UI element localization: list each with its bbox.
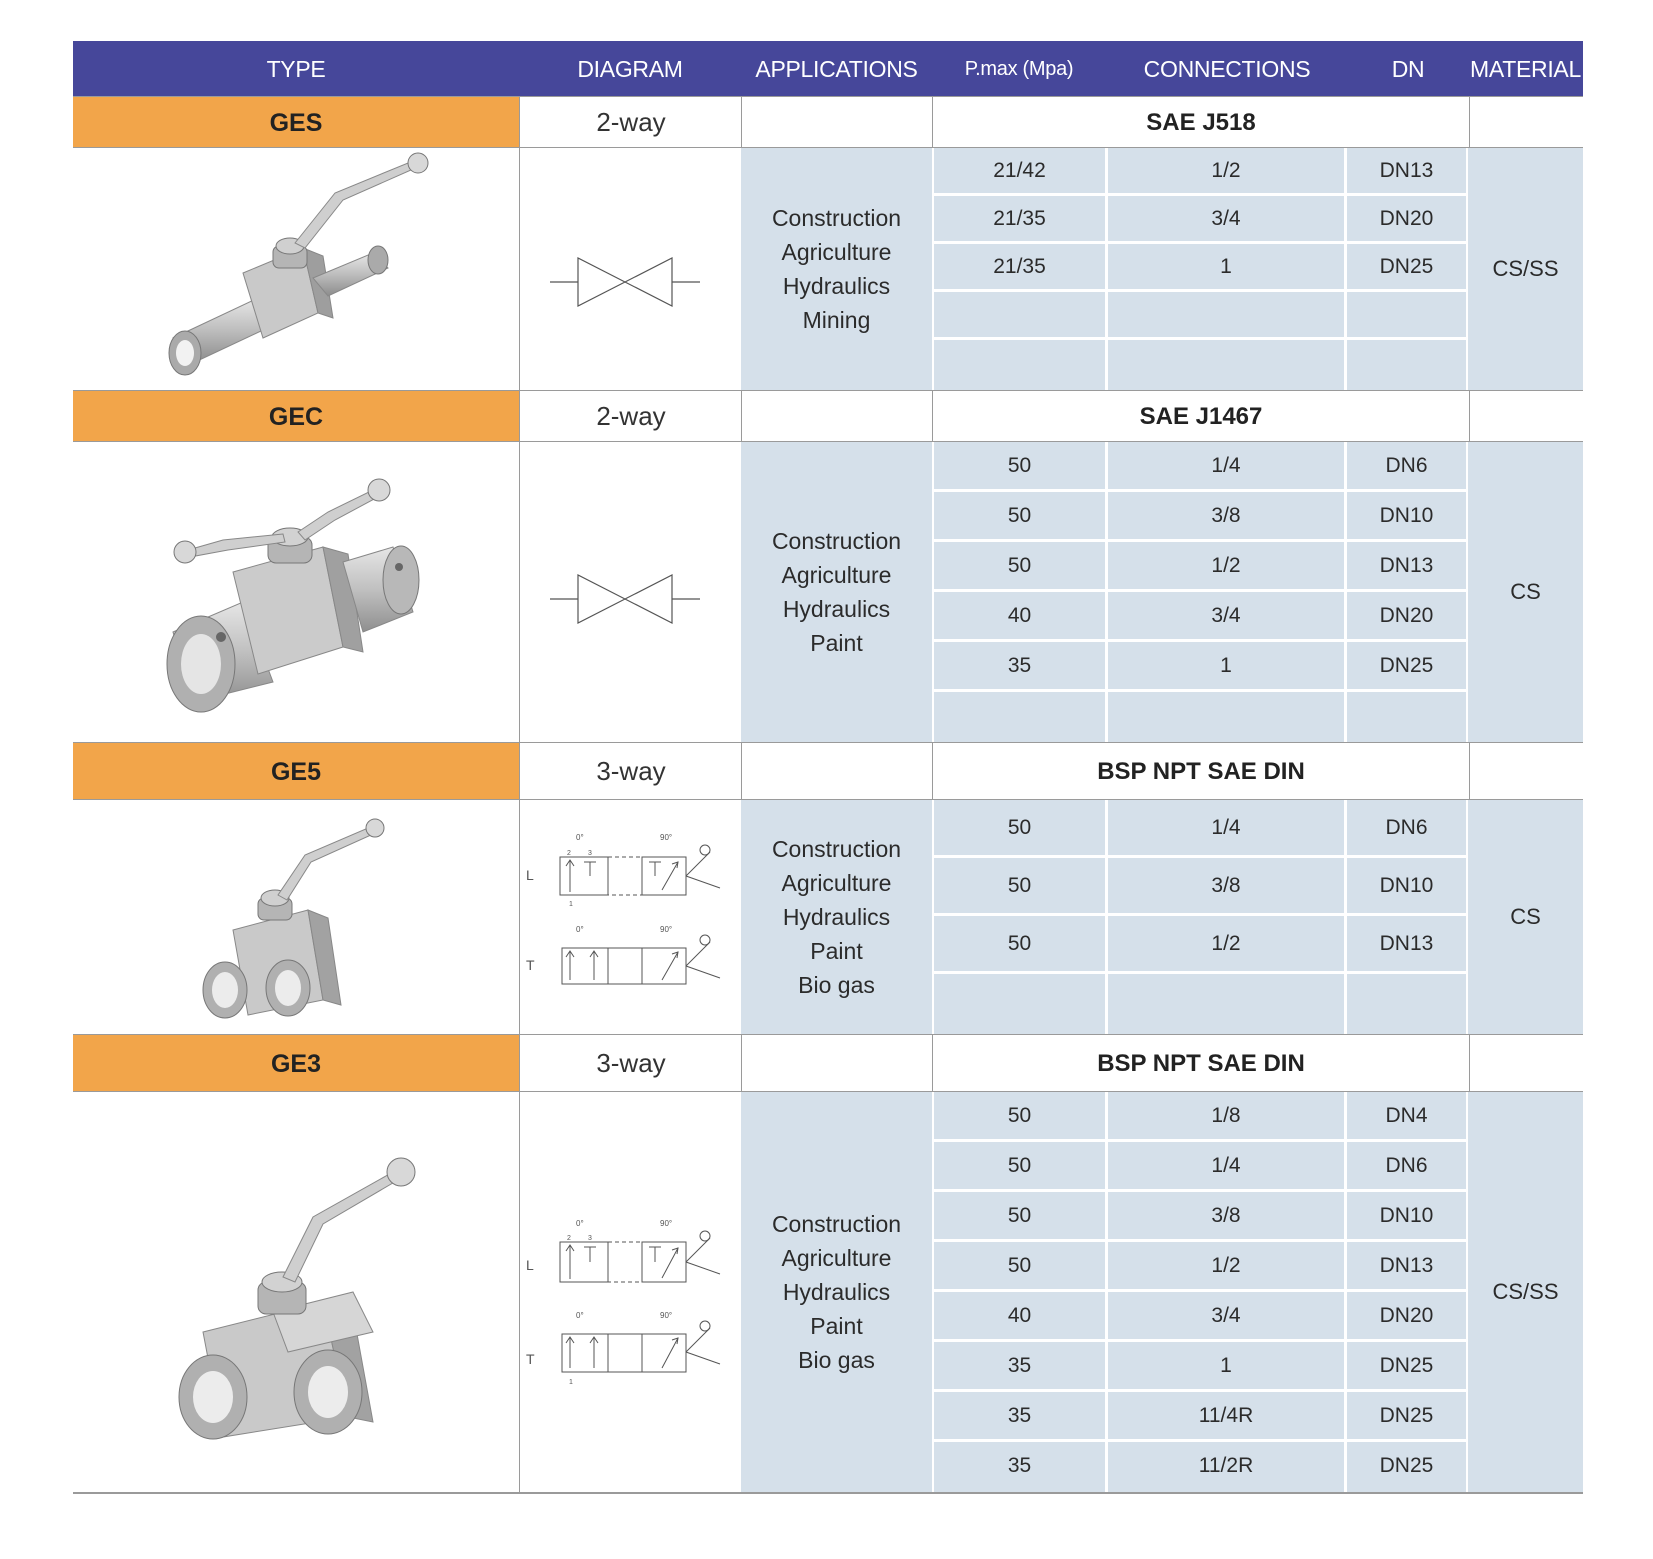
- table-row: [934, 542, 1466, 592]
- application-item: Agriculture: [781, 562, 892, 588]
- pmax-cell: 35: [934, 1442, 1108, 1492]
- spec-grid: [932, 148, 1468, 390]
- way-label: 2-way: [519, 391, 742, 441]
- type-label: GE5: [73, 743, 519, 799]
- table-row: [934, 800, 1466, 858]
- spec-grid: [932, 800, 1468, 1034]
- table-row: [934, 592, 1466, 642]
- port-1-label: 1: [569, 901, 573, 908]
- connection-cell: [1108, 692, 1347, 742]
- table-row: [934, 492, 1466, 542]
- pmax-cell: 50: [934, 916, 1108, 971]
- spec-grid: [932, 442, 1468, 742]
- dn-cell: DN13: [1379, 1254, 1434, 1277]
- connection-cell: 3/4: [1108, 592, 1347, 639]
- table-row: [934, 442, 1466, 492]
- application-item: Hydraulics: [782, 273, 891, 299]
- connection-cell: [1108, 340, 1347, 390]
- diagram-3way: [519, 800, 742, 1034]
- dn-cell: [1347, 692, 1466, 742]
- application-item: Agriculture: [781, 1245, 892, 1271]
- connection-cell: 3/8: [1108, 1192, 1347, 1239]
- dn-cell: [1347, 340, 1466, 390]
- schematic-label-l: L: [526, 1257, 534, 1273]
- blank-cell: [741, 743, 933, 799]
- table-row: [934, 292, 1466, 340]
- connection-cell: 1: [1108, 1342, 1347, 1389]
- pmax-cell: 50: [934, 800, 1108, 855]
- pmax-cell: 50: [934, 858, 1108, 913]
- application-item: Bio gas: [798, 1347, 875, 1373]
- connection-cell: [1108, 292, 1347, 337]
- pmax-cell: 21/42: [934, 148, 1108, 193]
- application-item: Hydraulics: [782, 1279, 891, 1305]
- pmax-cell: 35: [934, 1392, 1108, 1439]
- dn-cell: DN25: [1379, 1404, 1434, 1427]
- type-label: GEC: [73, 391, 519, 441]
- angle-0-label: 0°: [576, 1311, 584, 1320]
- table-row: [934, 1392, 1466, 1442]
- dn-cell: DN25: [1379, 1454, 1434, 1477]
- table-bottom-border: [73, 1492, 1583, 1494]
- application-item: Agriculture: [781, 239, 892, 265]
- valve-image-ge5: [73, 800, 519, 1034]
- material-cell: CS/SS: [1492, 256, 1559, 281]
- application-item: Hydraulics: [782, 904, 891, 930]
- way-label: 3-way: [519, 1035, 742, 1091]
- connection-cell: 1: [1108, 642, 1347, 689]
- valve-image-ges: [73, 148, 519, 390]
- connection-cell: 1/2: [1108, 1242, 1347, 1289]
- angle-90-label: 90°: [660, 1219, 673, 1228]
- dn-cell: DN20: [1379, 207, 1434, 230]
- section-title-row: [73, 1034, 1583, 1092]
- section-title-row: [73, 742, 1583, 800]
- spec-grid: [932, 1092, 1468, 1492]
- table-row: [934, 196, 1466, 244]
- angle-0-label: 0°: [576, 1219, 584, 1228]
- connection-cell: [1108, 974, 1347, 1034]
- material-cell: CS: [1510, 904, 1541, 929]
- table-row: [934, 974, 1466, 1034]
- diagram-2way: [519, 442, 742, 742]
- section-body: [73, 1092, 1583, 1492]
- table-row: [934, 244, 1466, 292]
- pmax-cell: 50: [934, 492, 1108, 539]
- pmax-cell: 50: [934, 1142, 1108, 1189]
- pmax-cell: 21/35: [934, 196, 1108, 241]
- dn-cell: DN20: [1379, 604, 1434, 627]
- angle-90-label: 90°: [660, 1311, 673, 1320]
- application-item: Construction: [771, 528, 902, 554]
- applications-list: [741, 148, 932, 390]
- dn-cell: DN10: [1379, 874, 1434, 897]
- pmax-cell: 50: [934, 1092, 1108, 1139]
- header-type: TYPE: [266, 56, 326, 82]
- angle-90-label: 90°: [660, 925, 673, 934]
- section-title-row: [73, 96, 1583, 148]
- table-row: [934, 1342, 1466, 1392]
- way-label: 3-way: [519, 743, 742, 799]
- section-title-row: [73, 390, 1583, 442]
- pmax-cell: [934, 292, 1108, 337]
- table-row: [934, 148, 1466, 196]
- connection-cell: 1/2: [1108, 542, 1347, 589]
- dn-cell: DN25: [1379, 1354, 1434, 1377]
- application-item: Construction: [771, 836, 902, 862]
- connection-cell: 11/2R: [1108, 1442, 1347, 1492]
- application-item: Bio gas: [798, 972, 875, 998]
- connection-standard: SAE J518: [932, 97, 1470, 147]
- connection-standard: SAE J1467: [932, 391, 1470, 441]
- dn-cell: DN13: [1379, 932, 1434, 955]
- port-3-label: 3: [588, 1235, 592, 1242]
- blank-cell: [741, 1035, 933, 1091]
- table-row: [934, 1292, 1466, 1342]
- pmax-cell: 50: [934, 442, 1108, 489]
- way-label: 2-way: [519, 97, 742, 147]
- table-row: [934, 1192, 1466, 1242]
- application-item: Paint: [810, 630, 863, 656]
- section-body: [73, 800, 1583, 1034]
- connection-standard: BSP NPT SAE DIN: [932, 743, 1470, 799]
- table-header: [73, 41, 1583, 96]
- dn-cell: DN10: [1379, 1204, 1434, 1227]
- dn-cell: DN25: [1379, 255, 1434, 278]
- schematic-label-l: L: [526, 867, 534, 883]
- pmax-cell: [934, 974, 1108, 1034]
- header-material: MATERIAL: [1470, 56, 1581, 82]
- connection-cell: 1: [1108, 244, 1347, 289]
- port-3-label: 3: [588, 850, 592, 857]
- pmax-cell: 21/35: [934, 244, 1108, 289]
- dn-cell: [1347, 974, 1466, 1034]
- table-row: [934, 340, 1466, 390]
- connection-standard: BSP NPT SAE DIN: [932, 1035, 1470, 1091]
- pmax-cell: 40: [934, 592, 1108, 639]
- diagram-3way: [519, 1092, 742, 1492]
- header-dn: DN: [1391, 56, 1425, 82]
- section-body: [73, 148, 1583, 390]
- table-row: [934, 692, 1466, 742]
- application-item: Hydraulics: [782, 596, 891, 622]
- table-row: [934, 1092, 1466, 1142]
- connection-cell: 3/4: [1108, 196, 1347, 241]
- connection-cell: 3/8: [1108, 858, 1347, 913]
- dn-cell: DN13: [1379, 554, 1434, 577]
- port-2-label: 2: [567, 1235, 571, 1242]
- header-pmax: P.max (Mpa): [964, 58, 1074, 80]
- port-1-label: 1: [569, 1379, 573, 1386]
- dn-cell: [1347, 292, 1466, 337]
- connection-cell: 11/4R: [1108, 1392, 1347, 1439]
- table-row: [934, 642, 1466, 692]
- dn-cell: DN20: [1379, 1304, 1434, 1327]
- valve-image-gec: [73, 442, 519, 742]
- diagram-2way: [519, 148, 742, 390]
- pmax-cell: 50: [934, 542, 1108, 589]
- valve-spec-table: [73, 41, 1583, 1477]
- valve-image-ge3: [73, 1092, 519, 1492]
- header-applications: APPLICATIONS: [755, 56, 918, 82]
- application-item: Paint: [810, 938, 863, 964]
- applications-list: [741, 800, 932, 1034]
- pmax-cell: 35: [934, 642, 1108, 689]
- table-row: [934, 1442, 1466, 1492]
- dn-cell: DN6: [1385, 816, 1428, 839]
- application-item: Construction: [771, 205, 902, 231]
- header-diagram: DIAGRAM: [577, 56, 683, 82]
- connection-cell: 1/2: [1108, 148, 1347, 193]
- applications-list: [741, 442, 932, 742]
- application-item: Agriculture: [781, 870, 892, 896]
- type-label: GE3: [73, 1035, 519, 1091]
- pmax-cell: 50: [934, 1242, 1108, 1289]
- type-label: GES: [73, 97, 519, 147]
- connection-cell: 3/8: [1108, 492, 1347, 539]
- dn-cell: DN4: [1385, 1104, 1428, 1127]
- connection-cell: 1/4: [1108, 800, 1347, 855]
- dn-cell: DN25: [1379, 654, 1434, 677]
- connection-cell: 1/2: [1108, 916, 1347, 971]
- pmax-cell: 50: [934, 1192, 1108, 1239]
- dn-cell: DN6: [1385, 454, 1428, 477]
- application-item: Construction: [771, 1211, 902, 1237]
- schematic-label-t: T: [526, 957, 535, 973]
- material-cell: CS/SS: [1492, 1279, 1559, 1304]
- blank-cell: [741, 97, 933, 147]
- pmax-cell: 40: [934, 1292, 1108, 1339]
- connection-cell: 1/8: [1108, 1092, 1347, 1139]
- port-2-label: 2: [567, 850, 571, 857]
- angle-0-label: 0°: [576, 833, 584, 842]
- schematic-label-t: T: [526, 1351, 535, 1367]
- connection-cell: 3/4: [1108, 1292, 1347, 1339]
- dn-cell: DN10: [1379, 504, 1434, 527]
- pmax-cell: [934, 340, 1108, 390]
- table-row: [934, 916, 1466, 974]
- application-item: Mining: [802, 307, 871, 333]
- pmax-cell: 35: [934, 1342, 1108, 1389]
- table-row: [934, 1242, 1466, 1292]
- material-cell: CS: [1510, 579, 1541, 604]
- dn-cell: DN13: [1379, 159, 1434, 182]
- connection-cell: 1/4: [1108, 1142, 1347, 1189]
- blank-cell: [741, 391, 933, 441]
- angle-0-label: 0°: [576, 925, 584, 934]
- pmax-cell: [934, 692, 1108, 742]
- dn-cell: DN6: [1385, 1154, 1428, 1177]
- table-row: [934, 858, 1466, 916]
- section-body: [73, 442, 1583, 742]
- connection-cell: 1/4: [1108, 442, 1347, 489]
- angle-90-label: 90°: [660, 833, 673, 842]
- applications-list: [741, 1092, 932, 1492]
- application-item: Paint: [810, 1313, 863, 1339]
- table-row: [934, 1142, 1466, 1192]
- header-connections: CONNECTIONS: [1143, 56, 1311, 82]
